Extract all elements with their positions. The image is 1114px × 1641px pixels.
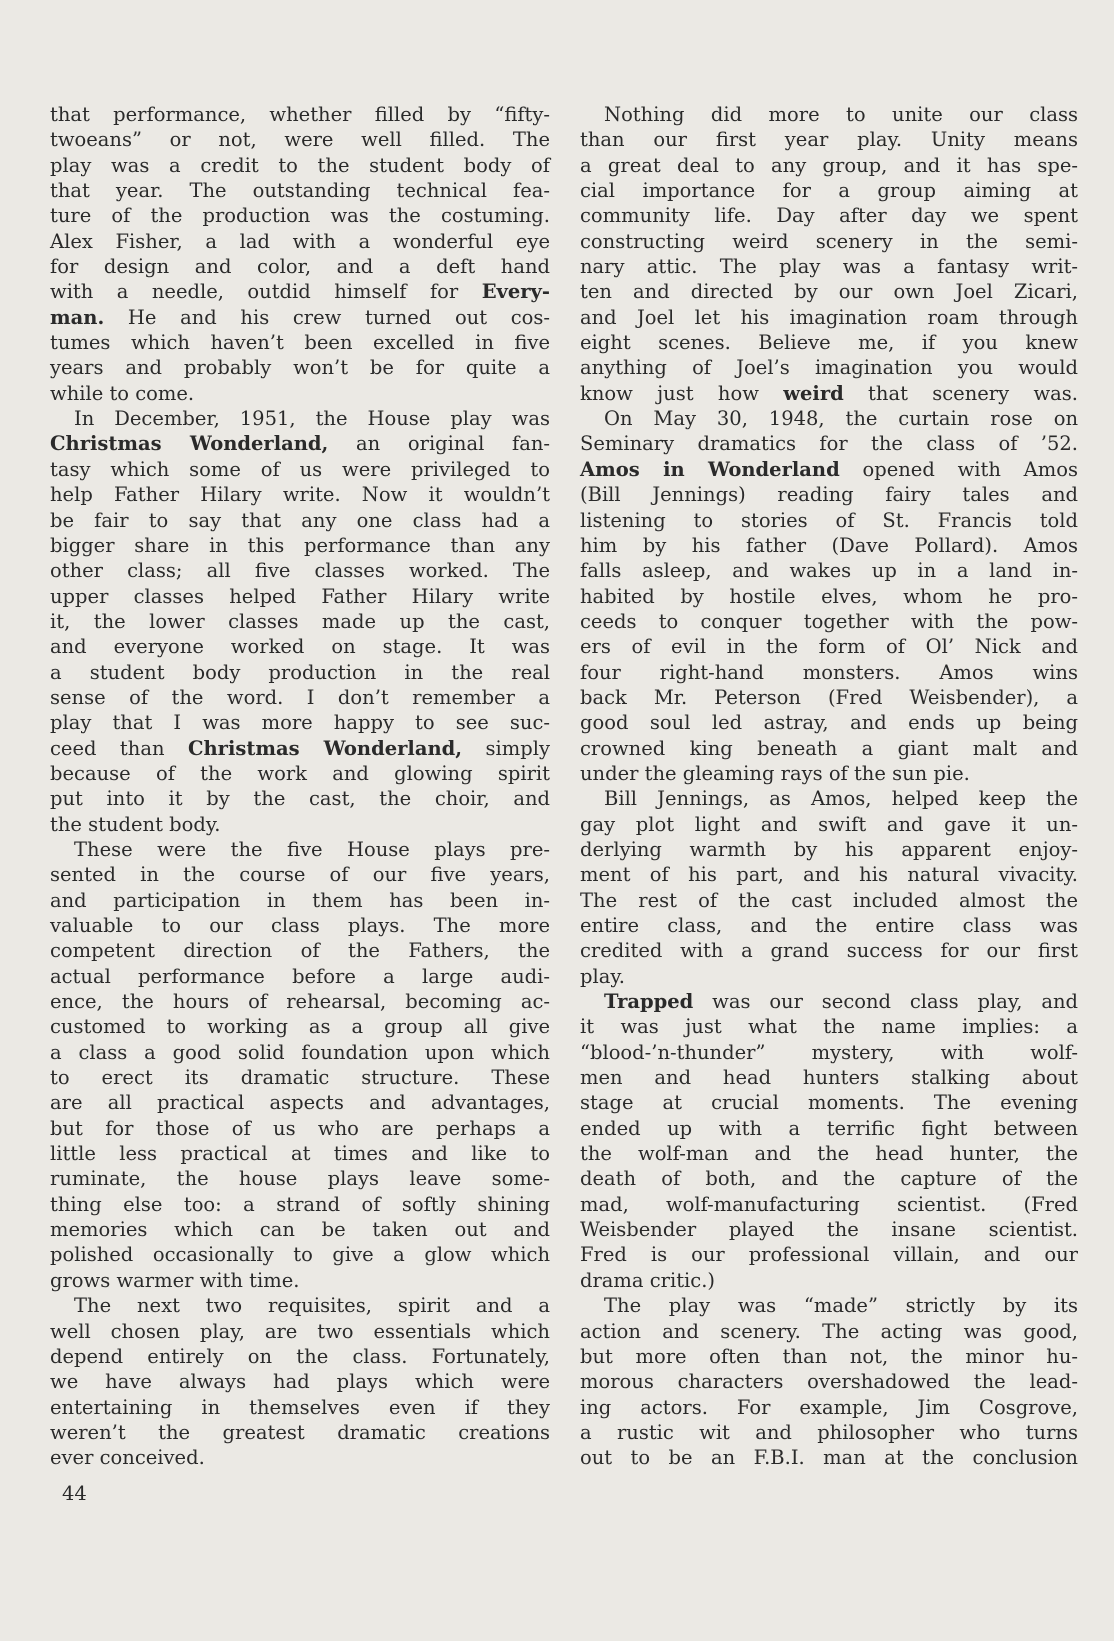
text-run: ever conceived.	[50, 1446, 205, 1470]
text-line	[580, 533, 1078, 558]
text-run: ers of evil in the form of Ol’ Nick and	[580, 635, 1078, 659]
text-run: Bill Jennings, as Amos, helped keep the	[604, 787, 1078, 811]
right-column	[580, 102, 1078, 1471]
text-run: are all practical aspects and advantages,	[50, 1091, 550, 1115]
text-run: ruminate, the house plays leave some-	[50, 1167, 550, 1191]
text-run: competent direction of the Fathers, the	[50, 939, 550, 963]
text-line	[580, 837, 1078, 862]
text-run: years and probably won’t be for quite a	[50, 356, 550, 380]
text-line	[580, 938, 1078, 963]
text-run: a great deal to any group, and it has spe-	[580, 153, 1078, 177]
text-run: stage at crucial moments. The evening	[580, 1091, 1078, 1115]
text-line	[50, 1395, 550, 1420]
text-run: tumes which haven’t been excelled in five	[50, 331, 550, 355]
text-run: back Mr. Peterson (Fred Weisbender), a	[580, 685, 1078, 709]
page-number: 44	[62, 1482, 87, 1505]
text-line	[50, 1116, 550, 1141]
text-line	[50, 254, 550, 279]
text-run: ture of the production was the costuming.	[50, 204, 550, 228]
text-run: depend entirely on the class. Fortunately,	[50, 1344, 550, 1368]
text-line	[580, 989, 1078, 1014]
text-run: a student body production in the real	[50, 660, 550, 684]
text-run: “blood-’n-thunder” mystery, with wolf-	[580, 1040, 1078, 1064]
text-line	[50, 989, 550, 1014]
text-run: good soul led astray, and ends up being	[580, 711, 1078, 735]
text-line	[580, 508, 1078, 533]
text-line	[580, 660, 1078, 685]
text-run: ceed than	[50, 736, 188, 760]
text-line	[580, 1344, 1078, 1369]
text-run: ended up with a terrific fight between	[580, 1116, 1078, 1140]
text-line	[580, 381, 1078, 406]
text-line	[50, 888, 550, 913]
text-line	[580, 355, 1078, 380]
text-line	[50, 862, 550, 887]
text-line	[50, 634, 550, 659]
text-line	[580, 1014, 1078, 1039]
text-run: grows warmer with time.	[50, 1268, 300, 1292]
text-run: sense of the word. I don’t remember a	[50, 685, 550, 709]
text-run: He and his crew turned out cos-	[104, 305, 550, 329]
text-line	[50, 1065, 550, 1090]
text-line	[580, 178, 1078, 203]
left-column	[50, 102, 550, 1471]
text-line	[50, 964, 550, 989]
text-run: a rustic wit and philosopher who turns	[580, 1420, 1078, 1444]
text-run: play that I was more happy to see suc-	[50, 711, 550, 735]
text-line	[50, 1445, 550, 1470]
text-run: crowned king beneath a giant malt and	[580, 736, 1078, 760]
text-line	[50, 178, 550, 203]
text-run: it, the lower classes made up the cast,	[50, 609, 550, 633]
text-run: polished occasionally to give a glow which	[50, 1243, 550, 1267]
bold-title: man.	[50, 305, 105, 329]
text-run: be fair to say that any one class had a	[50, 508, 550, 532]
text-line	[50, 1014, 550, 1039]
text-run: bigger share in this performance than any	[50, 533, 550, 557]
text-run: opened with Amos	[839, 457, 1078, 481]
bold-title: Christmas Wonderland,	[50, 432, 329, 456]
text-run: ence, the hours of rehearsal, becoming ac-	[50, 990, 550, 1014]
text-line	[580, 431, 1078, 456]
text-line	[580, 888, 1078, 913]
text-run: and participation in them has been in-	[50, 888, 550, 912]
bold-title: Amos in Wonderland	[580, 457, 840, 481]
text-run: listening to stories of St. Francis told	[580, 508, 1078, 532]
text-run: help Father Hilary write. Now it wouldn’t	[50, 483, 550, 507]
text-run: sented in the course of our five years,	[50, 863, 550, 887]
text-run: an original fan-	[328, 432, 550, 456]
text-line	[580, 406, 1078, 431]
text-line	[50, 355, 550, 380]
text-run: but for those of us who are perhaps a	[50, 1116, 550, 1140]
text-line	[50, 457, 550, 482]
text-line	[50, 533, 550, 558]
text-run: men and head hunters stalking about	[580, 1066, 1078, 1090]
text-line	[50, 812, 550, 837]
text-run: him by his father (Dave Pollard). Amos	[580, 533, 1078, 557]
text-run: mad, wolf-manufacturing scientist. (Fred	[580, 1192, 1078, 1216]
text-line	[580, 305, 1078, 330]
text-run: because of the work and glowing spirit	[50, 761, 550, 785]
text-line	[580, 1420, 1078, 1445]
text-run: twoeans” or not, were well filled. The	[50, 128, 550, 152]
text-line	[580, 1192, 1078, 1217]
text-line	[580, 229, 1078, 254]
text-line	[50, 381, 550, 406]
text-run: nary attic. The play was a fantasy writ-	[580, 255, 1078, 279]
text-line	[50, 1040, 550, 1065]
text-line	[50, 127, 550, 152]
text-line	[580, 279, 1078, 304]
text-line	[580, 1065, 1078, 1090]
text-run: credited with a grand success for our first	[580, 939, 1078, 963]
text-run: anything of Joel’s imagination you would	[580, 356, 1078, 380]
text-line	[50, 431, 550, 456]
text-run: than our first year play. Unity means	[580, 128, 1078, 152]
text-run: customed to working as a group all give	[50, 1015, 550, 1039]
text-run: drama critic.)	[580, 1268, 716, 1292]
text-line	[50, 736, 550, 761]
text-run: gay plot light and swift and gave it un-	[580, 812, 1078, 836]
text-run: eight scenes. Believe me, if you knew	[580, 331, 1078, 355]
text-run: entire class, and the entire class was	[580, 914, 1078, 937]
text-run: that scenery was.	[843, 381, 1078, 405]
text-line	[580, 710, 1078, 735]
text-line	[50, 279, 550, 304]
text-run: and Joel let his imagination roam through	[580, 305, 1078, 329]
text-run: well chosen play, are two essentials which	[50, 1319, 550, 1343]
text-run: ment of his part, and his natural vivacity.	[580, 863, 1078, 887]
text-line	[580, 1293, 1078, 1318]
text-line	[580, 330, 1078, 355]
text-run: These were the five House plays pre-	[74, 837, 550, 861]
text-line	[50, 761, 550, 786]
text-line	[580, 482, 1078, 507]
text-line	[50, 102, 550, 127]
text-line	[580, 1268, 1078, 1293]
text-run: ing actors. For example, Jim Cosgrove,	[580, 1395, 1078, 1419]
text-line	[50, 1344, 550, 1369]
text-run: On May 30, 1948, the curtain rose on	[604, 407, 1078, 431]
text-run: morous characters overshadowed the lead-	[580, 1370, 1078, 1394]
bold-title: Every-	[481, 280, 550, 304]
text-line	[580, 609, 1078, 634]
text-line	[50, 1242, 550, 1267]
text-run: it was just what the name implies: a	[580, 1015, 1078, 1039]
text-line	[50, 938, 550, 963]
text-line	[580, 203, 1078, 228]
text-run: the student body.	[50, 812, 221, 836]
text-run: The rest of the cast included almost the	[580, 888, 1078, 912]
text-line	[580, 736, 1078, 761]
text-line	[50, 1090, 550, 1115]
text-line	[580, 1166, 1078, 1191]
text-run: Fred is our professional villain, and our	[580, 1243, 1078, 1267]
bold-title: weird	[783, 381, 844, 405]
text-line	[580, 685, 1078, 710]
text-line	[50, 1141, 550, 1166]
text-run: Nothing did more to unite our class	[604, 103, 1078, 126]
text-line	[50, 710, 550, 735]
text-line	[580, 102, 1078, 127]
text-run: habited by hostile elves, whom he pro-	[580, 584, 1078, 608]
text-run: under the gleaming rays of the sun pie.	[580, 761, 970, 785]
text-run: Weisbender played the insane scientist.	[580, 1218, 1078, 1242]
text-line	[50, 1319, 550, 1344]
text-run: tasy which some of us were privileged to	[50, 457, 550, 481]
text-run: for design and color, and a deft hand	[50, 255, 550, 279]
text-line	[50, 609, 550, 634]
text-run: simply	[462, 736, 550, 760]
text-line	[50, 330, 550, 355]
text-run: put into it by the cast, the choir, and	[50, 787, 550, 811]
text-line	[50, 558, 550, 583]
bold-title: Christmas Wonderland,	[187, 736, 463, 760]
text-run: community life. Day after day we spent	[580, 204, 1078, 228]
text-run: and everyone worked on stage. It was	[50, 635, 550, 659]
text-run: that performance, whether filled by “fifty-	[50, 103, 550, 126]
text-line	[580, 1395, 1078, 1420]
text-run: weren’t the greatest dramatic creations	[50, 1420, 550, 1444]
text-run: The play was “made” strictly by its	[604, 1294, 1078, 1318]
text-line	[50, 153, 550, 178]
text-line	[580, 1040, 1078, 1065]
text-run: but more often than not, the minor hu-	[580, 1344, 1078, 1368]
text-line	[580, 1369, 1078, 1394]
text-line	[50, 837, 550, 862]
text-line	[50, 786, 550, 811]
text-line	[50, 508, 550, 533]
text-line	[580, 127, 1078, 152]
text-run: actual performance before a large audi-	[50, 964, 550, 988]
text-line	[50, 1192, 550, 1217]
text-line	[580, 1116, 1078, 1141]
text-line	[580, 812, 1078, 837]
text-line	[580, 761, 1078, 786]
text-run: ceeds to conquer together with the pow-	[580, 609, 1078, 633]
text-line	[50, 1166, 550, 1191]
text-run: derlying warmth by his apparent enjoy-	[580, 837, 1078, 861]
text-run: entertaining in themselves even if they	[50, 1395, 550, 1419]
text-run: play.	[580, 964, 625, 988]
text-line	[50, 305, 550, 330]
text-run: while to come.	[50, 381, 195, 405]
text-line	[580, 964, 1078, 989]
text-line	[50, 660, 550, 685]
text-line	[50, 913, 550, 938]
text-run: (Bill Jennings) reading fairy tales and	[580, 483, 1078, 507]
text-run: Alex Fisher, a lad with a wonderful eye	[50, 229, 550, 253]
text-line	[580, 1445, 1078, 1470]
text-line	[50, 229, 550, 254]
text-run: know just how	[580, 381, 784, 405]
text-run: other class; all five classes worked. The	[50, 559, 550, 583]
bold-title: Trapped	[604, 990, 694, 1014]
text-run: that year. The outstanding technical fea-	[50, 179, 550, 203]
text-run: ten and directed by our own Joel Zicari,	[580, 280, 1078, 304]
text-run: The next two requisites, spirit and a	[74, 1294, 550, 1318]
text-run: action and scenery. The acting was good,	[580, 1319, 1078, 1343]
text-run: out to be an F.B.I. man at the conclusion	[580, 1446, 1078, 1470]
text-run: thing else too: a strand of softly shining	[50, 1192, 550, 1216]
text-line	[580, 786, 1078, 811]
text-line	[50, 203, 550, 228]
text-run: little less practical at times and like to	[50, 1142, 550, 1166]
text-line	[580, 558, 1078, 583]
text-line	[580, 1217, 1078, 1242]
text-line	[580, 1141, 1078, 1166]
text-line	[50, 685, 550, 710]
text-run: to erect its dramatic structure. These	[50, 1066, 550, 1090]
text-line	[580, 1319, 1078, 1344]
text-run: death of both, and the capture of the	[580, 1167, 1078, 1191]
text-line	[50, 1268, 550, 1293]
text-line	[50, 1369, 550, 1394]
text-run: cial importance for a group aiming at	[580, 179, 1078, 203]
text-line	[50, 482, 550, 507]
text-run: a class a good solid foundation upon which	[50, 1040, 550, 1064]
text-run: falls asleep, and wakes up in a land in-	[580, 559, 1078, 583]
text-run: In December, 1951, the House play was	[74, 407, 550, 431]
text-line	[50, 1420, 550, 1445]
text-run: play was a credit to the student body of	[50, 153, 550, 177]
text-run: memories which can be taken out and	[50, 1218, 550, 1242]
text-run: we have always had plays which were	[50, 1370, 550, 1394]
text-line	[580, 1090, 1078, 1115]
text-line	[50, 584, 550, 609]
text-run: valuable to our class plays. The more	[50, 914, 550, 937]
text-run: constructing weird scenery in the semi-	[580, 229, 1078, 253]
text-run: with a needle, outdid himself for	[50, 280, 482, 304]
text-run: upper classes helped Father Hilary write	[50, 584, 550, 608]
text-line	[580, 254, 1078, 279]
text-line	[580, 862, 1078, 887]
text-line	[580, 457, 1078, 482]
text-run: the wolf-man and the head hunter, the	[580, 1142, 1078, 1166]
text-run: Seminary dramatics for the class of ’52.	[580, 432, 1078, 456]
text-line	[580, 913, 1078, 938]
text-line	[580, 1242, 1078, 1267]
text-run: was our second class play, and	[693, 990, 1078, 1014]
text-line	[50, 1217, 550, 1242]
text-line	[50, 406, 550, 431]
text-line	[580, 584, 1078, 609]
text-line	[580, 634, 1078, 659]
text-line	[50, 1293, 550, 1318]
text-run: four right-hand monsters. Amos wins	[580, 660, 1078, 684]
text-line	[580, 153, 1078, 178]
